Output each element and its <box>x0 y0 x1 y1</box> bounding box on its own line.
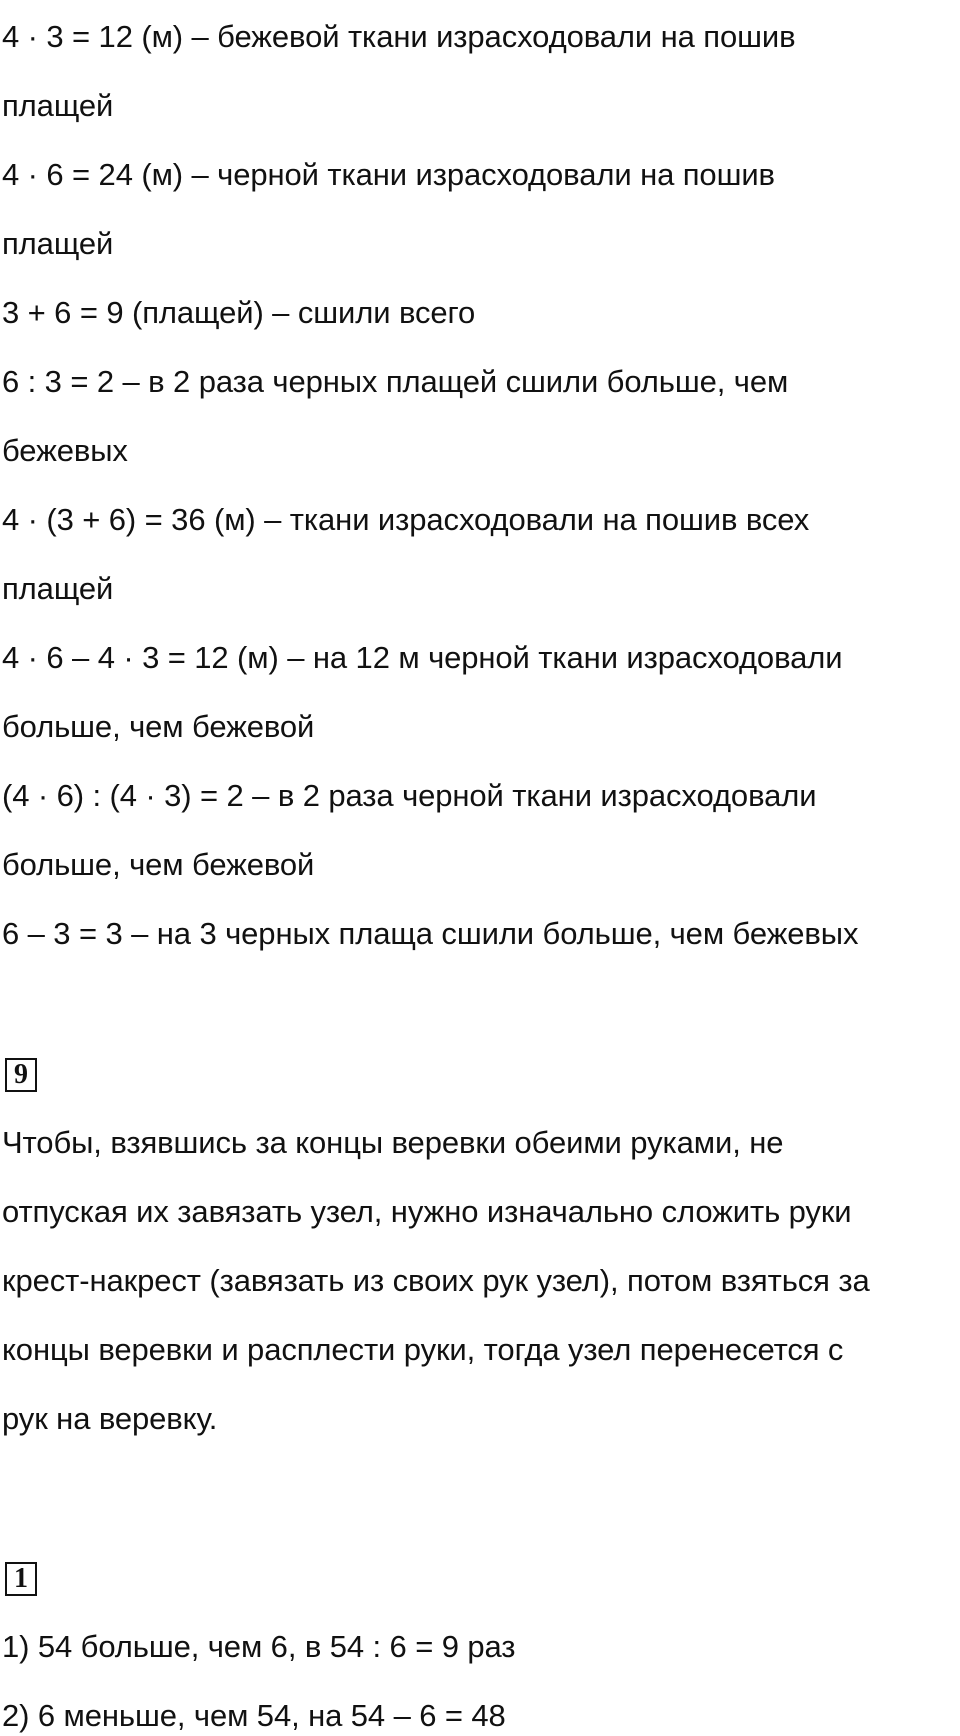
task-number-badge: 1 <box>5 1562 37 1596</box>
text-line: (4 · 6) : (4 · 3) = 2 – в 2 раза черной ткани израсходовали <box>2 778 817 813</box>
text-line: бежевых <box>2 433 128 468</box>
text-line: 4 · 6 = 24 (м) – черной ткани израсходовали на пошив <box>2 157 775 192</box>
text-line: 6 : 3 = 2 – в 2 раза черных плащей сшили больше, чем <box>2 364 789 399</box>
text-line: 1) 54 больше, чем 6, в 54 : 6 = 9 раз <box>2 1629 516 1664</box>
text-line: больше, чем бежевой <box>2 847 315 882</box>
text-line: концы веревки и расплести руки, тогда узел перенесется с <box>2 1332 844 1367</box>
text-line: Чтобы, взявшись за концы веревки обеими руками, не <box>2 1125 784 1160</box>
text-line: крест-накрест (завязать из своих рук узел), потом взяться за <box>2 1263 870 1298</box>
text-line: рук на веревку. <box>2 1401 218 1436</box>
text-line: больше, чем бежевой <box>2 709 315 744</box>
text-line: отпуская их завязать узел, нужно изначально сложить руки <box>2 1194 852 1229</box>
text-line: 3 + 6 = 9 (плащей) – сшили всего <box>2 295 476 330</box>
text-line: 6 – 3 = 3 – на 3 черных плаща сшили больше, чем бежевых <box>2 916 859 951</box>
text-line: 2) 6 меньше, чем 54, на 54 – 6 = 48 <box>2 1698 506 1733</box>
text-line: 4 · 3 = 12 (м) – бежевой ткани израсходовали на пошив <box>2 19 796 54</box>
task-number-badge: 9 <box>5 1058 37 1092</box>
text-line: 4 · 6 – 4 · 3 = 12 (м) – на 12 м черной ткани израсходовали <box>2 640 843 675</box>
text-line: плащей <box>2 88 114 123</box>
text-line: плащей <box>2 226 114 261</box>
text-line: 4 · (3 + 6) = 36 (м) – ткани израсходовали на пошив всех <box>2 502 810 537</box>
text-line: плащей <box>2 571 114 606</box>
